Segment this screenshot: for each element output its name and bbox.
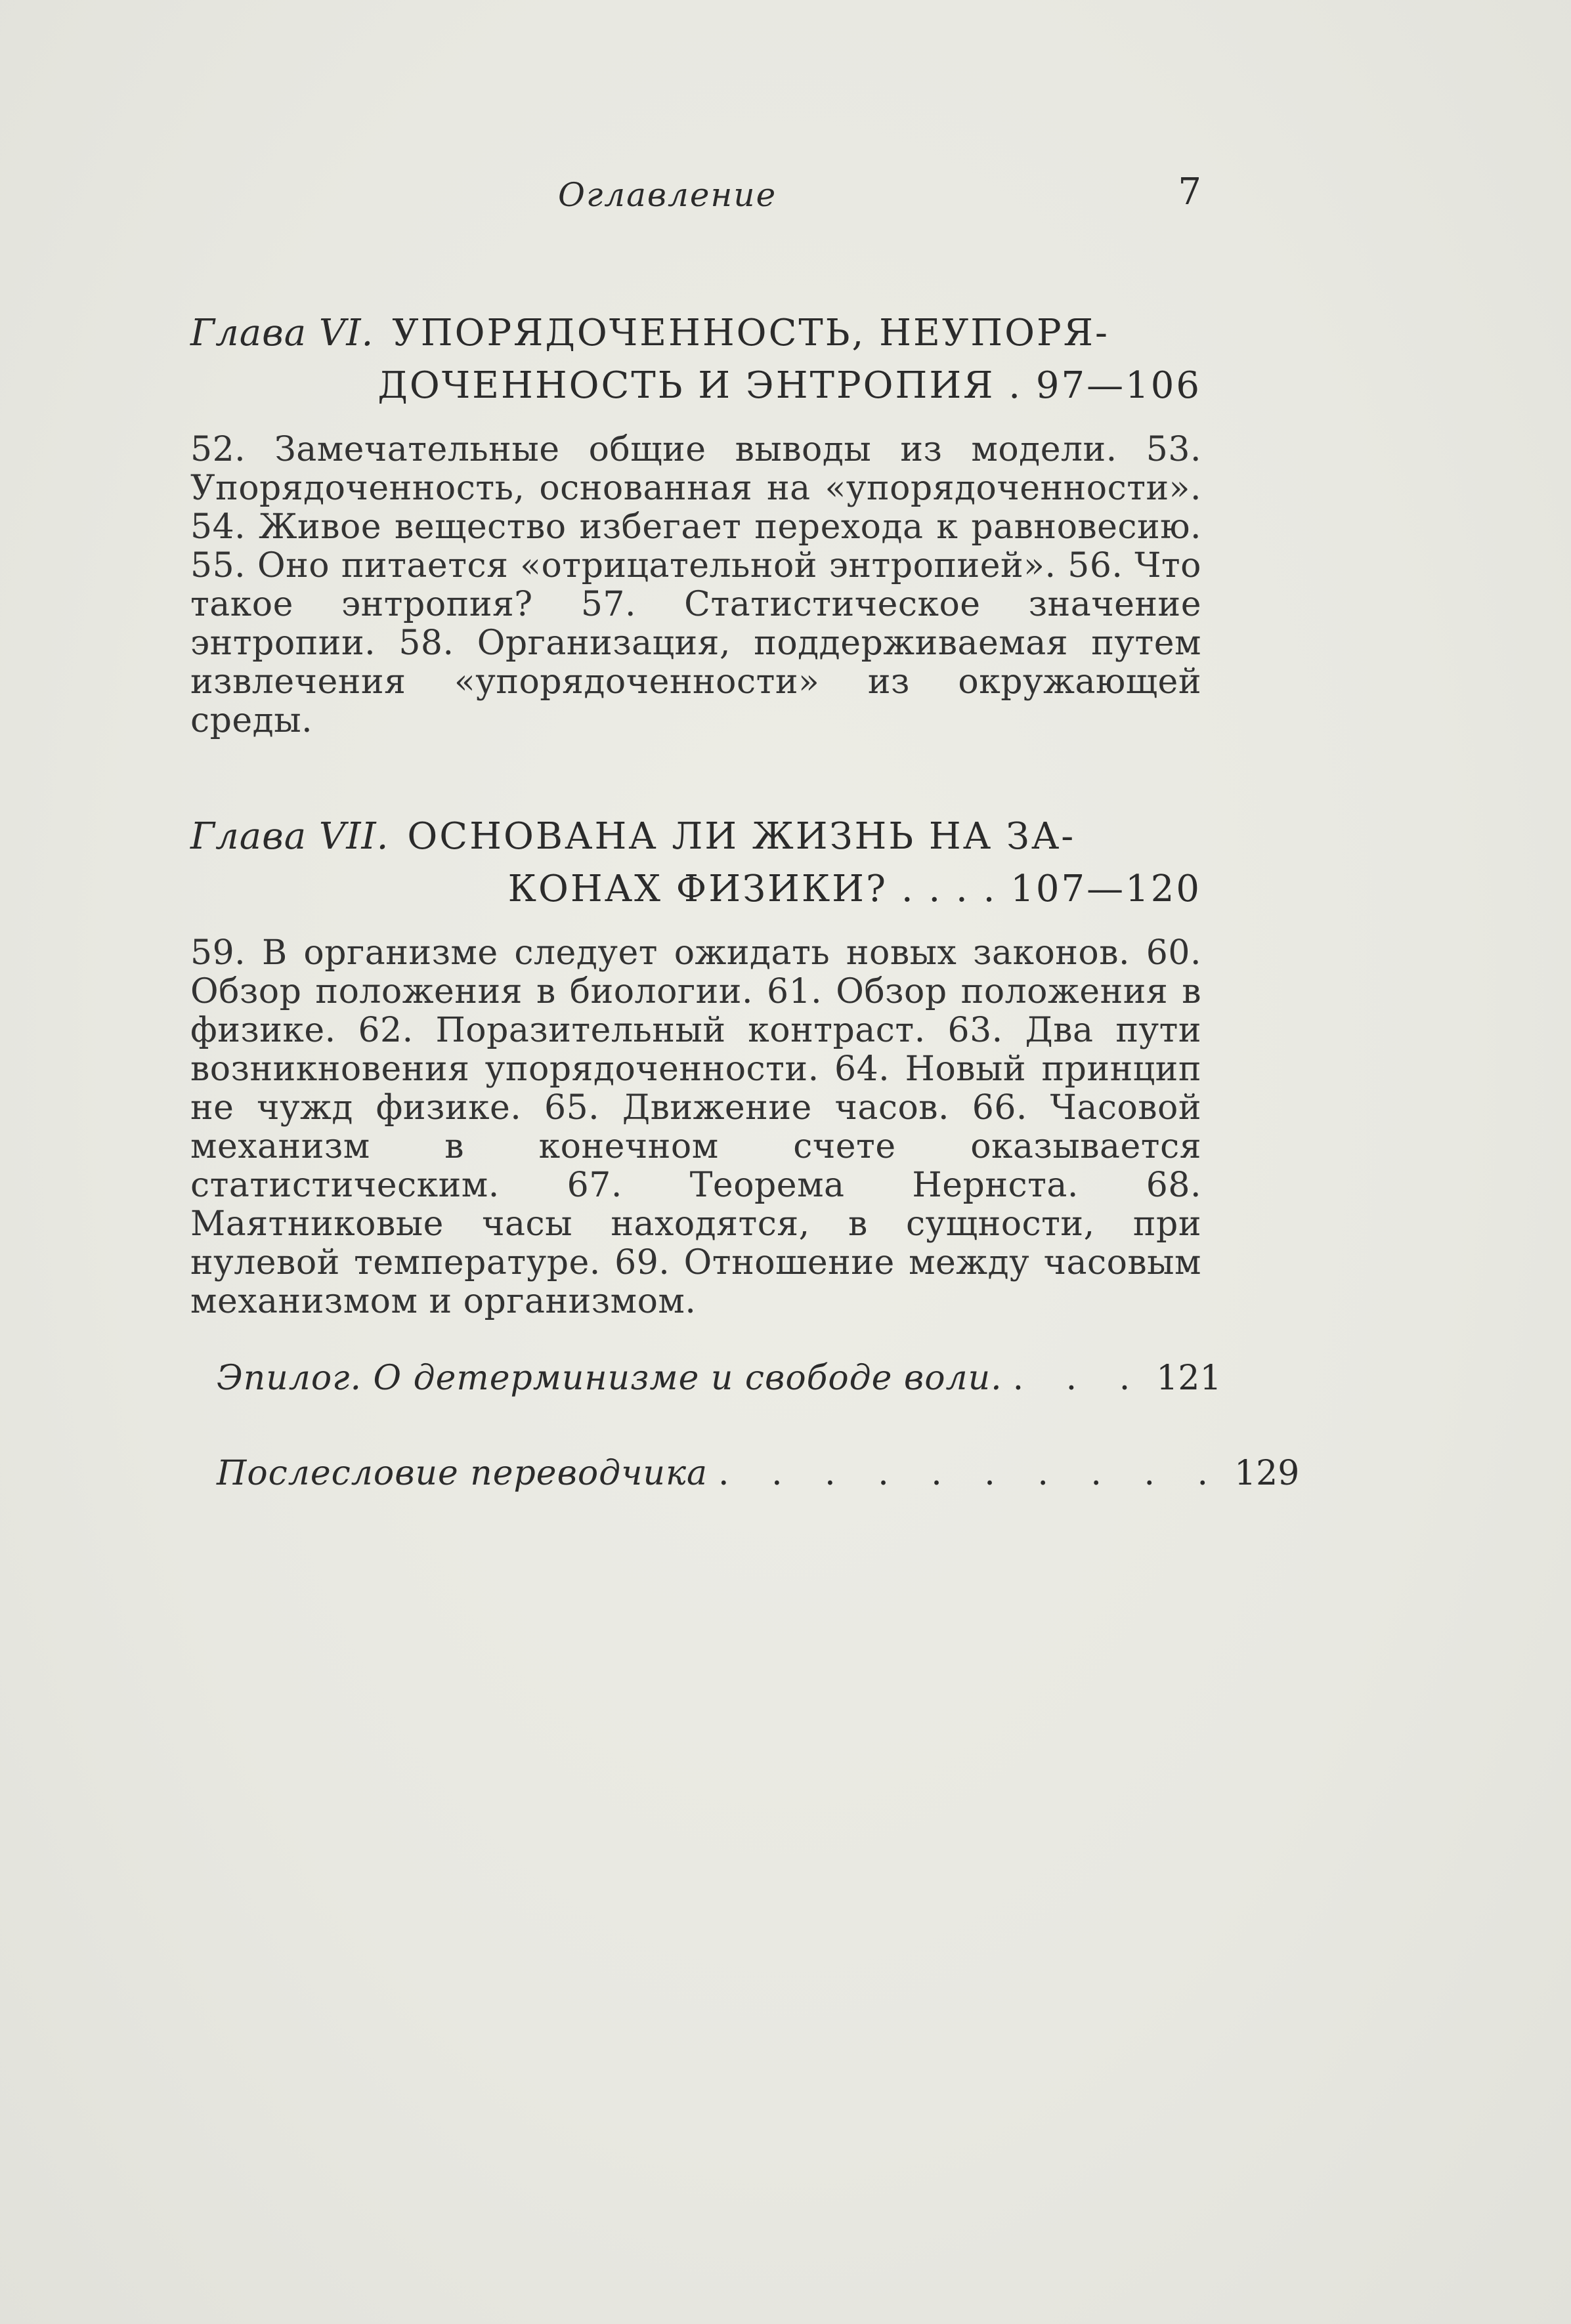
chapter-title-line2: ДОЧЕННОСТЬ И ЭНТРОПИЯ . 97—106 (377, 364, 1201, 407)
chapter-heading (190, 811, 1201, 916)
toc-page-number: 129 (1234, 1454, 1300, 1493)
chapter-title-line1: УПОРЯДОЧЕННОСТЬ, НЕУПОРЯ- (392, 312, 1109, 354)
chapter-title-line1: ОСНОВАНА ЛИ ЖИЗНЬ НА ЗА- (407, 815, 1076, 858)
toc-entry-epilogue (217, 1359, 1222, 1398)
chapter-label: Глава VI. (190, 312, 374, 354)
chapter-7 (190, 811, 1201, 1321)
chapter-sections: 52. Замечательные общие выводы из модели. 53. Упорядоченность, основанная на «упорядоченности». 54. Живое вещество избегает перехода к равновесию. 55. Оно питается «отрицательной энтропией». 56. Что такое энтропия? 57. Статистическое значение энтропии. 58. Организация, поддерживаемая путем извлечения «упорядоченности» из окружающей среды. (190, 430, 1201, 740)
chapter-6 (190, 307, 1201, 740)
toc-entry-title: Послесловие переводчика (217, 1454, 708, 1493)
toc-leader-dots: . . . . . . . . . . (718, 1454, 1224, 1493)
page-number: 7 (1178, 171, 1201, 213)
toc-entry-title: Эпилог. О детерминизме и свободе воли. (217, 1359, 1002, 1398)
chapter-heading (190, 307, 1201, 412)
running-title: Оглавление (558, 176, 777, 214)
running-head (190, 171, 1201, 222)
chapter-sections: 59. В организме следует ожидать новых законов. 60. Обзор положения в биологии. 61. Обзор положения в физике. 62. Поразительный контраст. 63. Два пути возникновения упорядоченности. 64. Новый принцип не чужд физике. 65. Движение часов. 66. Часовой механизм в конечном счете оказывается статистическим. 67. Теорема Нернста. 68. Маятниковые часы находятся, в сущности, при нулевой температуре. 69. Отношение между часовым механизмом и организмом. (190, 933, 1201, 1321)
toc-entry-afterword (217, 1454, 1300, 1493)
toc-leader-dots: . . . (1012, 1359, 1146, 1398)
chapter-title-line2: КОНАХ ФИЗИКИ? . . . . 107—120 (507, 868, 1201, 910)
toc-page-number: 121 (1156, 1359, 1222, 1398)
chapter-label: Глава VII. (190, 815, 389, 858)
